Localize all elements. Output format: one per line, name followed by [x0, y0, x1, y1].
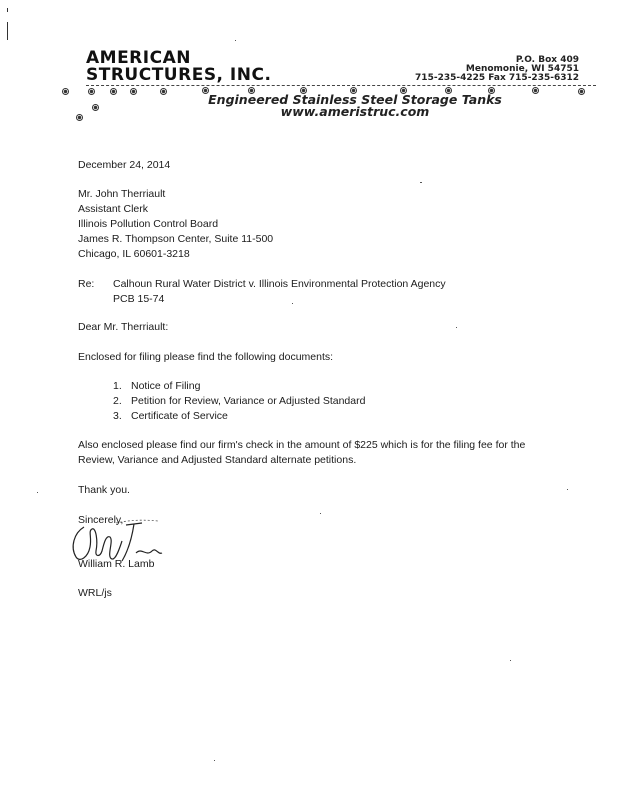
re-line2: PCB 15-74 — [113, 293, 165, 305]
speckle — [37, 492, 38, 493]
typist-initials: WRL/js — [78, 587, 112, 599]
rivet-icon — [532, 87, 539, 94]
re-line1: Calhoun Rural Water District v. Illinois Environmental Protection Agency — [113, 278, 446, 290]
company-tagline: Engineered Stainless Steel Storage Tanks — [208, 92, 502, 107]
signer-name: William R. Lamb — [78, 558, 155, 570]
rivet-icon — [130, 88, 137, 95]
closing: Sincerely, — [78, 514, 124, 526]
check-paragraph-line1: Also enclosed please find our firm's check in the amount of $225 which is for the filing fee for the — [78, 439, 526, 451]
speckle — [456, 327, 457, 328]
list-item: Notice of Filing — [131, 380, 201, 392]
rivet-icon — [88, 88, 95, 95]
recipient-address1: James R. Thompson Center, Suite 11-500 — [78, 233, 274, 245]
re-label: Re: — [78, 278, 95, 290]
phone-fax: 715-235-4225 Fax 715-235-6312 — [415, 73, 579, 83]
speckle — [510, 660, 511, 661]
speckle — [567, 489, 568, 490]
salutation: Dear Mr. Therriault: — [78, 321, 169, 333]
speckle — [214, 760, 215, 761]
rivet-icon — [160, 88, 167, 95]
city-state: Menomonie, WI 54751 — [465, 64, 579, 74]
list-item-number: 3. — [113, 410, 122, 422]
scan-edge-mark — [7, 22, 8, 40]
po-box: P.O. Box 409 — [515, 55, 579, 65]
recipient-org: Illinois Pollution Control Board — [78, 218, 219, 230]
letter-date: December 24, 2014 — [78, 159, 171, 171]
recipient-name: Mr. John Therriault — [78, 188, 166, 200]
list-item-number: 1. — [113, 380, 122, 392]
speckle — [235, 40, 236, 41]
rivet-icon — [76, 114, 83, 121]
company-name-line1: AMERICAN — [86, 48, 191, 68]
intro-paragraph: Enclosed for filing please find the following documents: — [78, 351, 334, 363]
rivet-icon — [62, 88, 69, 95]
recipient-address2: Chicago, IL 60601-3218 — [78, 248, 190, 260]
speckle — [420, 182, 422, 183]
check-paragraph-line2: Review, Variance and Adjusted Standard alternate petitions. — [78, 454, 357, 466]
rivet-icon — [110, 88, 117, 95]
list-item-number: 2. — [113, 395, 122, 407]
scan-edge-mark — [7, 8, 8, 12]
recipient-title: Assistant Clerk — [78, 203, 149, 215]
speckle — [320, 513, 321, 514]
speckle — [292, 303, 293, 304]
thank-you: Thank you. — [78, 484, 130, 496]
rivet-icon — [578, 88, 585, 95]
company-website: www.ameristruc.com — [280, 104, 430, 119]
list-item: Petition for Review, Variance or Adjusted Standard — [131, 395, 366, 407]
company-name-line2: STRUCTURES, INC. — [86, 65, 272, 85]
rivet-icon — [92, 104, 99, 111]
letterhead-rule — [86, 85, 596, 86]
list-item: Certificate of Service — [131, 410, 228, 422]
